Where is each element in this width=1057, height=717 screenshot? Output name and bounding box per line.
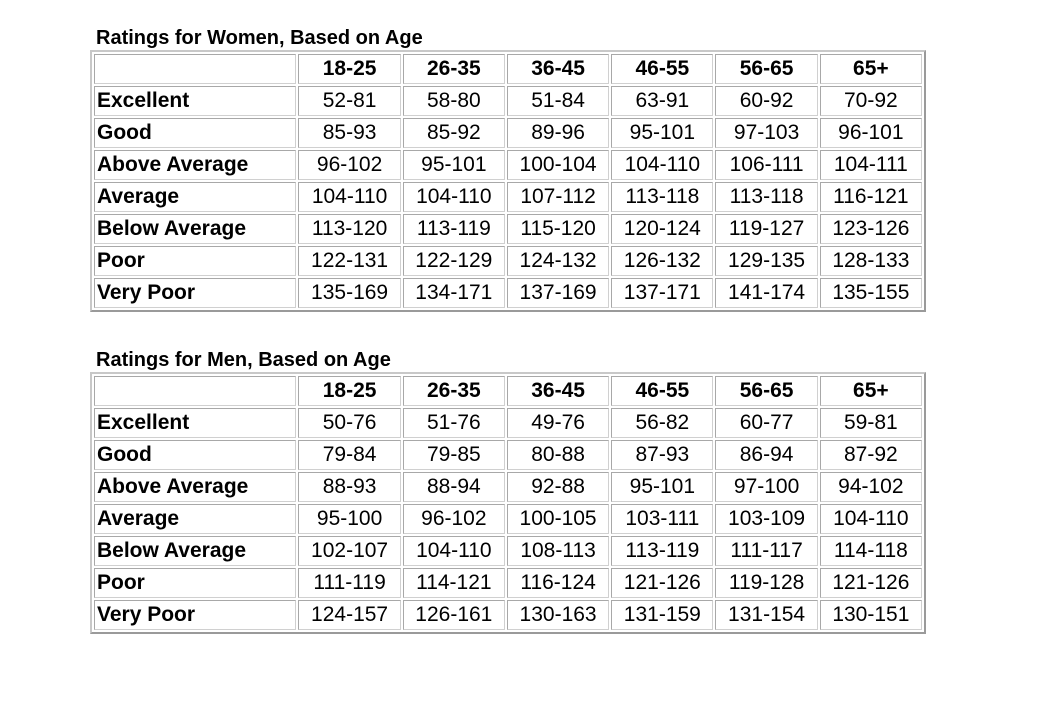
rating-label: Very Poor xyxy=(94,278,296,308)
range-cell: 49-76 xyxy=(507,408,609,438)
range-cell: 86-94 xyxy=(715,440,817,470)
range-cell: 95-101 xyxy=(611,472,713,502)
range-cell: 122-131 xyxy=(298,246,400,276)
range-cell: 88-93 xyxy=(298,472,400,502)
range-cell: 135-155 xyxy=(820,278,922,308)
age-header: 56-65 xyxy=(715,376,817,406)
range-cell: 96-101 xyxy=(820,118,922,148)
table-row xyxy=(94,150,922,180)
range-cell: 100-104 xyxy=(507,150,609,180)
range-cell: 116-121 xyxy=(820,182,922,212)
range-cell: 96-102 xyxy=(403,504,505,534)
range-cell: 103-109 xyxy=(715,504,817,534)
range-cell: 124-132 xyxy=(507,246,609,276)
rating-label: Poor xyxy=(94,246,296,276)
rating-label: Below Average xyxy=(94,536,296,566)
range-cell: 131-159 xyxy=(611,600,713,630)
range-cell: 103-111 xyxy=(611,504,713,534)
range-cell: 141-174 xyxy=(715,278,817,308)
range-cell: 104-110 xyxy=(403,536,505,566)
range-cell: 131-154 xyxy=(715,600,817,630)
age-header: 56-65 xyxy=(715,54,817,84)
table-row xyxy=(94,86,922,116)
age-header: 36-45 xyxy=(507,54,609,84)
men-ratings-section xyxy=(90,348,926,634)
rating-label: Average xyxy=(94,504,296,534)
age-header: 26-35 xyxy=(403,54,505,84)
range-cell: 97-100 xyxy=(715,472,817,502)
range-cell: 104-110 xyxy=(820,504,922,534)
range-cell: 50-76 xyxy=(298,408,400,438)
range-cell: 94-102 xyxy=(820,472,922,502)
range-cell: 124-157 xyxy=(298,600,400,630)
range-cell: 119-128 xyxy=(715,568,817,598)
range-cell: 107-112 xyxy=(507,182,609,212)
table-row xyxy=(94,408,922,438)
range-cell: 114-121 xyxy=(403,568,505,598)
range-cell: 56-82 xyxy=(611,408,713,438)
range-cell: 60-92 xyxy=(715,86,817,116)
rating-label: Very Poor xyxy=(94,600,296,630)
range-cell: 70-92 xyxy=(820,86,922,116)
range-cell: 111-119 xyxy=(298,568,400,598)
range-cell: 85-92 xyxy=(403,118,505,148)
range-cell: 80-88 xyxy=(507,440,609,470)
range-cell: 137-171 xyxy=(611,278,713,308)
corner-cell xyxy=(94,376,296,406)
range-cell: 121-126 xyxy=(820,568,922,598)
range-cell: 119-127 xyxy=(715,214,817,244)
rating-label: Above Average xyxy=(94,472,296,502)
rating-label: Above Average xyxy=(94,150,296,180)
range-cell: 104-110 xyxy=(611,150,713,180)
age-header: 46-55 xyxy=(611,54,713,84)
men-table-caption: Ratings for Men, Based on Age xyxy=(96,349,391,371)
range-cell: 102-107 xyxy=(298,536,400,566)
table-row xyxy=(94,118,922,148)
range-cell: 87-92 xyxy=(820,440,922,470)
range-cell: 111-117 xyxy=(715,536,817,566)
age-header: 65+ xyxy=(820,54,922,84)
range-cell: 97-103 xyxy=(715,118,817,148)
range-cell: 104-111 xyxy=(820,150,922,180)
range-cell: 126-161 xyxy=(403,600,505,630)
range-cell: 79-84 xyxy=(298,440,400,470)
range-cell: 108-113 xyxy=(507,536,609,566)
rating-label: Average xyxy=(94,182,296,212)
range-cell: 89-96 xyxy=(507,118,609,148)
range-cell: 95-101 xyxy=(403,150,505,180)
range-cell: 113-120 xyxy=(298,214,400,244)
range-cell: 59-81 xyxy=(820,408,922,438)
table-row xyxy=(94,600,922,630)
range-cell: 87-93 xyxy=(611,440,713,470)
age-header: 36-45 xyxy=(507,376,609,406)
table-row xyxy=(94,246,922,276)
rating-label: Good xyxy=(94,440,296,470)
range-cell: 60-77 xyxy=(715,408,817,438)
range-cell: 104-110 xyxy=(298,182,400,212)
table-row xyxy=(94,536,922,566)
table-row xyxy=(94,440,922,470)
rating-label: Poor xyxy=(94,568,296,598)
range-cell: 123-126 xyxy=(820,214,922,244)
rating-label: Below Average xyxy=(94,214,296,244)
men-ratings-table xyxy=(90,372,926,634)
rating-label: Good xyxy=(94,118,296,148)
range-cell: 95-101 xyxy=(611,118,713,148)
age-header: 18-25 xyxy=(298,54,400,84)
age-header: 18-25 xyxy=(298,376,400,406)
corner-cell xyxy=(94,54,296,84)
range-cell: 130-151 xyxy=(820,600,922,630)
range-cell: 58-80 xyxy=(403,86,505,116)
header-row xyxy=(94,54,922,84)
range-cell: 63-91 xyxy=(611,86,713,116)
age-header: 46-55 xyxy=(611,376,713,406)
women-ratings-section xyxy=(90,26,926,312)
range-cell: 115-120 xyxy=(507,214,609,244)
header-row xyxy=(94,376,922,406)
range-cell: 51-76 xyxy=(403,408,505,438)
range-cell: 116-124 xyxy=(507,568,609,598)
women-table-caption: Ratings for Women, Based on Age xyxy=(96,27,423,49)
range-cell: 95-100 xyxy=(298,504,400,534)
range-cell: 79-85 xyxy=(403,440,505,470)
table-row xyxy=(94,504,922,534)
range-cell: 113-118 xyxy=(611,182,713,212)
range-cell: 135-169 xyxy=(298,278,400,308)
rating-label: Excellent xyxy=(94,408,296,438)
range-cell: 106-111 xyxy=(715,150,817,180)
range-cell: 85-93 xyxy=(298,118,400,148)
range-cell: 51-84 xyxy=(507,86,609,116)
age-header: 26-35 xyxy=(403,376,505,406)
range-cell: 137-169 xyxy=(507,278,609,308)
range-cell: 113-118 xyxy=(715,182,817,212)
range-cell: 114-118 xyxy=(820,536,922,566)
range-cell: 113-119 xyxy=(403,214,505,244)
range-cell: 52-81 xyxy=(298,86,400,116)
range-cell: 126-132 xyxy=(611,246,713,276)
range-cell: 96-102 xyxy=(298,150,400,180)
age-header: 65+ xyxy=(820,376,922,406)
range-cell: 113-119 xyxy=(611,536,713,566)
table-row xyxy=(94,182,922,212)
women-ratings-table xyxy=(90,50,926,312)
range-cell: 129-135 xyxy=(715,246,817,276)
range-cell: 120-124 xyxy=(611,214,713,244)
table-row xyxy=(94,472,922,502)
table-row xyxy=(94,214,922,244)
range-cell: 104-110 xyxy=(403,182,505,212)
table-row xyxy=(94,278,922,308)
table-row xyxy=(94,568,922,598)
rating-label: Excellent xyxy=(94,86,296,116)
range-cell: 130-163 xyxy=(507,600,609,630)
range-cell: 122-129 xyxy=(403,246,505,276)
range-cell: 88-94 xyxy=(403,472,505,502)
range-cell: 128-133 xyxy=(820,246,922,276)
range-cell: 100-105 xyxy=(507,504,609,534)
range-cell: 134-171 xyxy=(403,278,505,308)
range-cell: 92-88 xyxy=(507,472,609,502)
range-cell: 121-126 xyxy=(611,568,713,598)
